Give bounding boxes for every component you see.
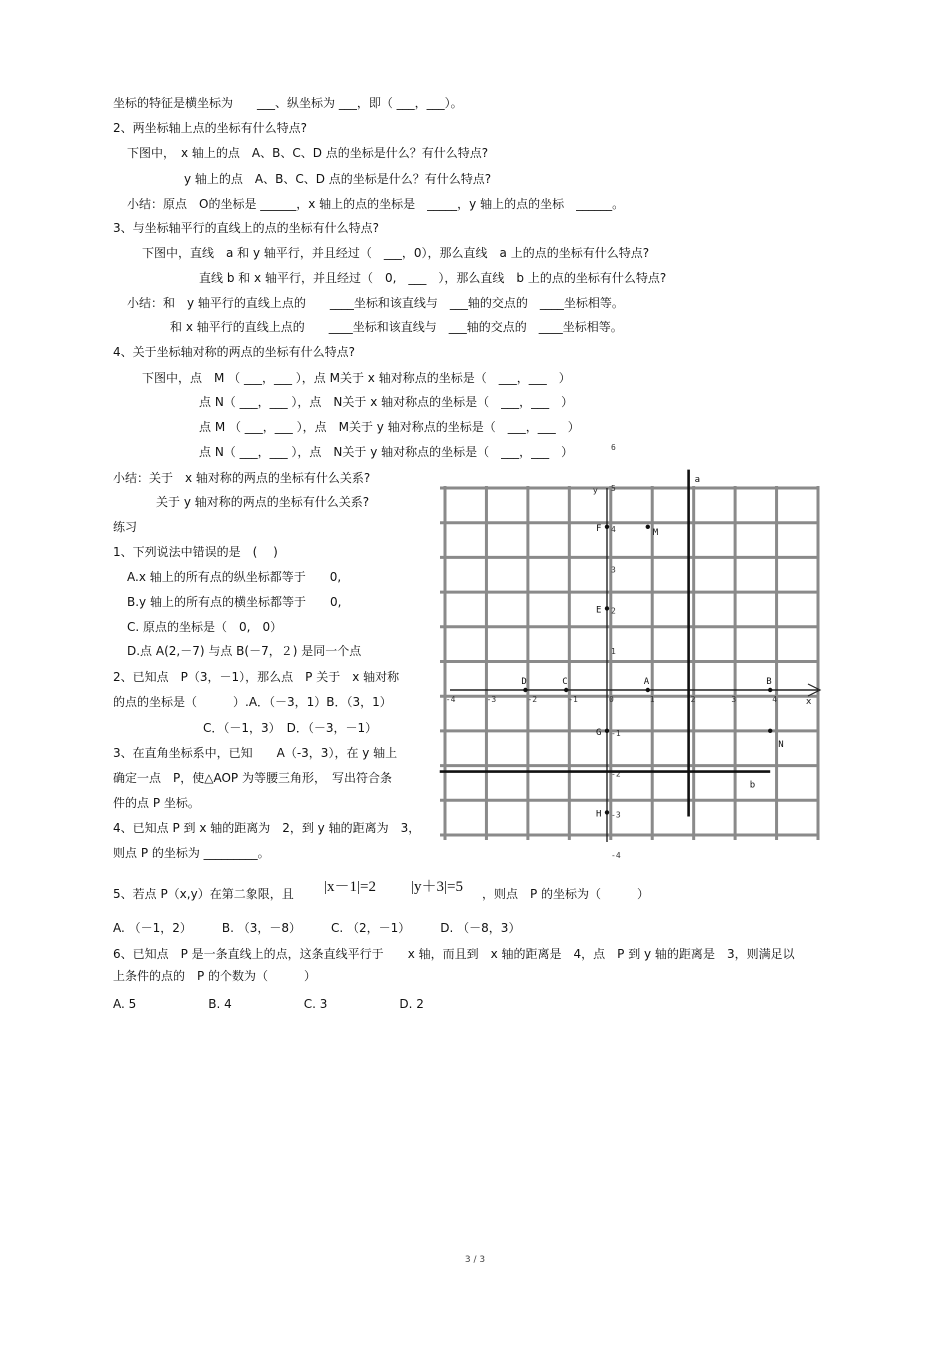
formula-2: |y＋3|=5 (411, 879, 463, 895)
exercise-5: 5、若点 P（x,y）在第二象限，且 (113, 887, 294, 901)
practice-heading: 练习 (113, 520, 138, 534)
point-m (646, 525, 650, 529)
point-c (564, 688, 568, 692)
x-tick-label: 0 (609, 695, 614, 704)
point-e (605, 606, 609, 610)
exercise-4: 4、已知点 P 到 x 轴的距离为 2，到 y 轴的距离为 3， (113, 821, 421, 835)
exercise-3: 3、在直角坐标系中，已知 A（-3，3），在 y 轴上 (113, 746, 398, 760)
text-line: 直线 b 和 x 轴平行，并且经过（ 0, ___ ），那么直线 b 上的点的坐标有什么特点? (199, 271, 667, 285)
y-tick-label: 5 (611, 484, 616, 493)
y-tick-label: 6 (611, 443, 616, 453)
exercise-6: 6、已知点 P 是一条直线上的点，这条直线平行于 x 轴，而且到 x 轴的距离是 4，点 P 到 y 轴的距离是 3，则满足以 (113, 947, 795, 961)
x-tick-label: 3 (731, 695, 737, 704)
text-line: 点 N（ ___，___ ），点 N关于 x 轴对称点的坐标是（ ___，___ ） (199, 395, 574, 409)
y-tick-label: -2 (611, 769, 621, 779)
coordinate-grid-figure (436, 443, 822, 861)
summary-line: 和 x 轴平行的直线上点的 ____坐标和该直线与 ___轴的交点的 ____坐标相等。 (170, 320, 623, 334)
y-tick-label: -3 (611, 810, 621, 820)
text-line: 的点的坐标是（ ）.A．（－3，1）B．（3，1） (113, 695, 392, 709)
text-line: y 轴上的点 A、B、C、D 点的坐标是什么？有什么特点? (184, 172, 492, 186)
point-label: F (596, 523, 602, 534)
text-line: 下图中， x 轴上的点 A、B、C、D 点的坐标是什么？有什么特点? (127, 146, 489, 160)
text-line: 下图中，直线 a 和 y 轴平行，并且经过（ ___，0），那么直线 a 上的点的坐标有什么特点? (142, 246, 650, 260)
text-line: 确定一点 P，使△AOP 为等腰三角形， 写出符合条 (113, 771, 392, 785)
point-label: G (596, 727, 602, 738)
text-line: 则点 P 的坐标为 _________。 (113, 846, 270, 860)
point-a (646, 688, 650, 692)
option-line: A. （－1，2） B. （3，－8） C. （2，－1） D. （－8，3） (113, 921, 521, 935)
question-3-heading: 3、与坐标轴平行的直线上的点的坐标有什么特点? (113, 221, 380, 235)
point-d (523, 688, 527, 692)
point-g (605, 729, 609, 733)
x-tick-label: 4 (772, 695, 778, 704)
x-tick-label: 2 (690, 695, 696, 704)
summary-line: 小结：原点 O的坐标是 ______，x 轴上的点的坐标是 _____，y 轴上的点的坐标 ______。 (127, 197, 625, 211)
x-tick-label: -2 (527, 695, 538, 704)
text-line: 上条件的点的 P 的个数为（ ） (113, 969, 317, 983)
y-tick-label: 4 (611, 524, 616, 534)
summary-line: 关于 y 轴对称的两点的坐标有什么关系? (156, 495, 370, 509)
point-n (768, 729, 772, 733)
exercise-1: 1、下列说法中错误的是 ( ) (113, 545, 278, 559)
option-line: A. 5 B. 4 C. 3 D. 2 (113, 997, 424, 1011)
line-a-label: a (694, 474, 701, 485)
point-f (605, 525, 609, 529)
x-axis-label: x (806, 697, 812, 707)
x-tick-label: 1 (649, 695, 655, 704)
page-number: 3 / 3 (464, 1255, 486, 1265)
exercise-2: 2、已知点 P（3，－1），那么点 P 关于 x 轴对称 (113, 670, 400, 684)
text-line: 坐标的特征是横坐标为 ___、纵坐标为 ___，即（ ___，___）。 (113, 96, 463, 110)
x-tick-label: -4 (445, 695, 456, 704)
text-line: 点 M （ ___，___ ），点 M关于 y 轴对称点的坐标是（ ___，___ ） (199, 420, 580, 434)
y-tick-label: 2 (611, 606, 616, 616)
question-2-heading: 2、两坐标轴上点的坐标有什么特点? (113, 121, 308, 135)
summary-line: 小结：和 y 轴平行的直线上点的 ____坐标和该直线与 ___轴的交点的 ____坐标相等。 (127, 296, 624, 310)
option-line: C．（－1，3） D．（－3，－1） (203, 721, 378, 735)
y-tick-label: 3 (611, 565, 616, 575)
option-line: B.y 轴上的所有点的横坐标都等于 0, (127, 595, 342, 609)
point-label: N (778, 739, 784, 750)
y-tick-label: -1 (611, 728, 621, 738)
text-line: 件的点 P 坐标。 (113, 796, 200, 810)
x-tick-label: -1 (568, 695, 578, 704)
text-line: ，则点 P 的坐标为（ ） (482, 887, 650, 901)
y-tick-label: 1 (611, 647, 616, 657)
option-line: A.x 轴上的所有点的纵坐标都等于 0, (127, 570, 342, 584)
x-tick-label: -3 (486, 695, 497, 704)
point-label: C (562, 677, 568, 687)
point-label: H (596, 809, 602, 820)
point-h (605, 810, 609, 814)
option-line: C. 原点的坐标是（ 0, 0） (127, 620, 283, 634)
option-line: D.点 A(2,－7) 与点 B(－7，２) 是同一个点 (127, 644, 362, 658)
point-label: D (521, 677, 527, 687)
text-line: 点 N（ ___，___ ），点 N关于 y 轴对称点的坐标是（ ___，___ ） (199, 445, 574, 459)
point-label: B (766, 677, 772, 687)
question-4-heading: 4、关于坐标轴对称的两点的坐标有什么特点? (113, 345, 356, 359)
point-label: A (643, 677, 650, 687)
line-b-label: b (749, 780, 756, 791)
point-label: E (596, 605, 602, 616)
summary-line: 小结：关于 x 轴对称的两点的坐标有什么关系? (113, 471, 371, 485)
y-tick-label: -4 (611, 851, 621, 861)
formula-1: |x－1|=2 (324, 879, 376, 895)
point-b (768, 688, 772, 692)
point-label: M (652, 527, 659, 538)
y-axis-label: y (593, 486, 598, 495)
text-line: 下图中，点 M （ ___，___ ），点 M关于 x 轴对称点的坐标是（ ___，___ ） (142, 371, 571, 385)
